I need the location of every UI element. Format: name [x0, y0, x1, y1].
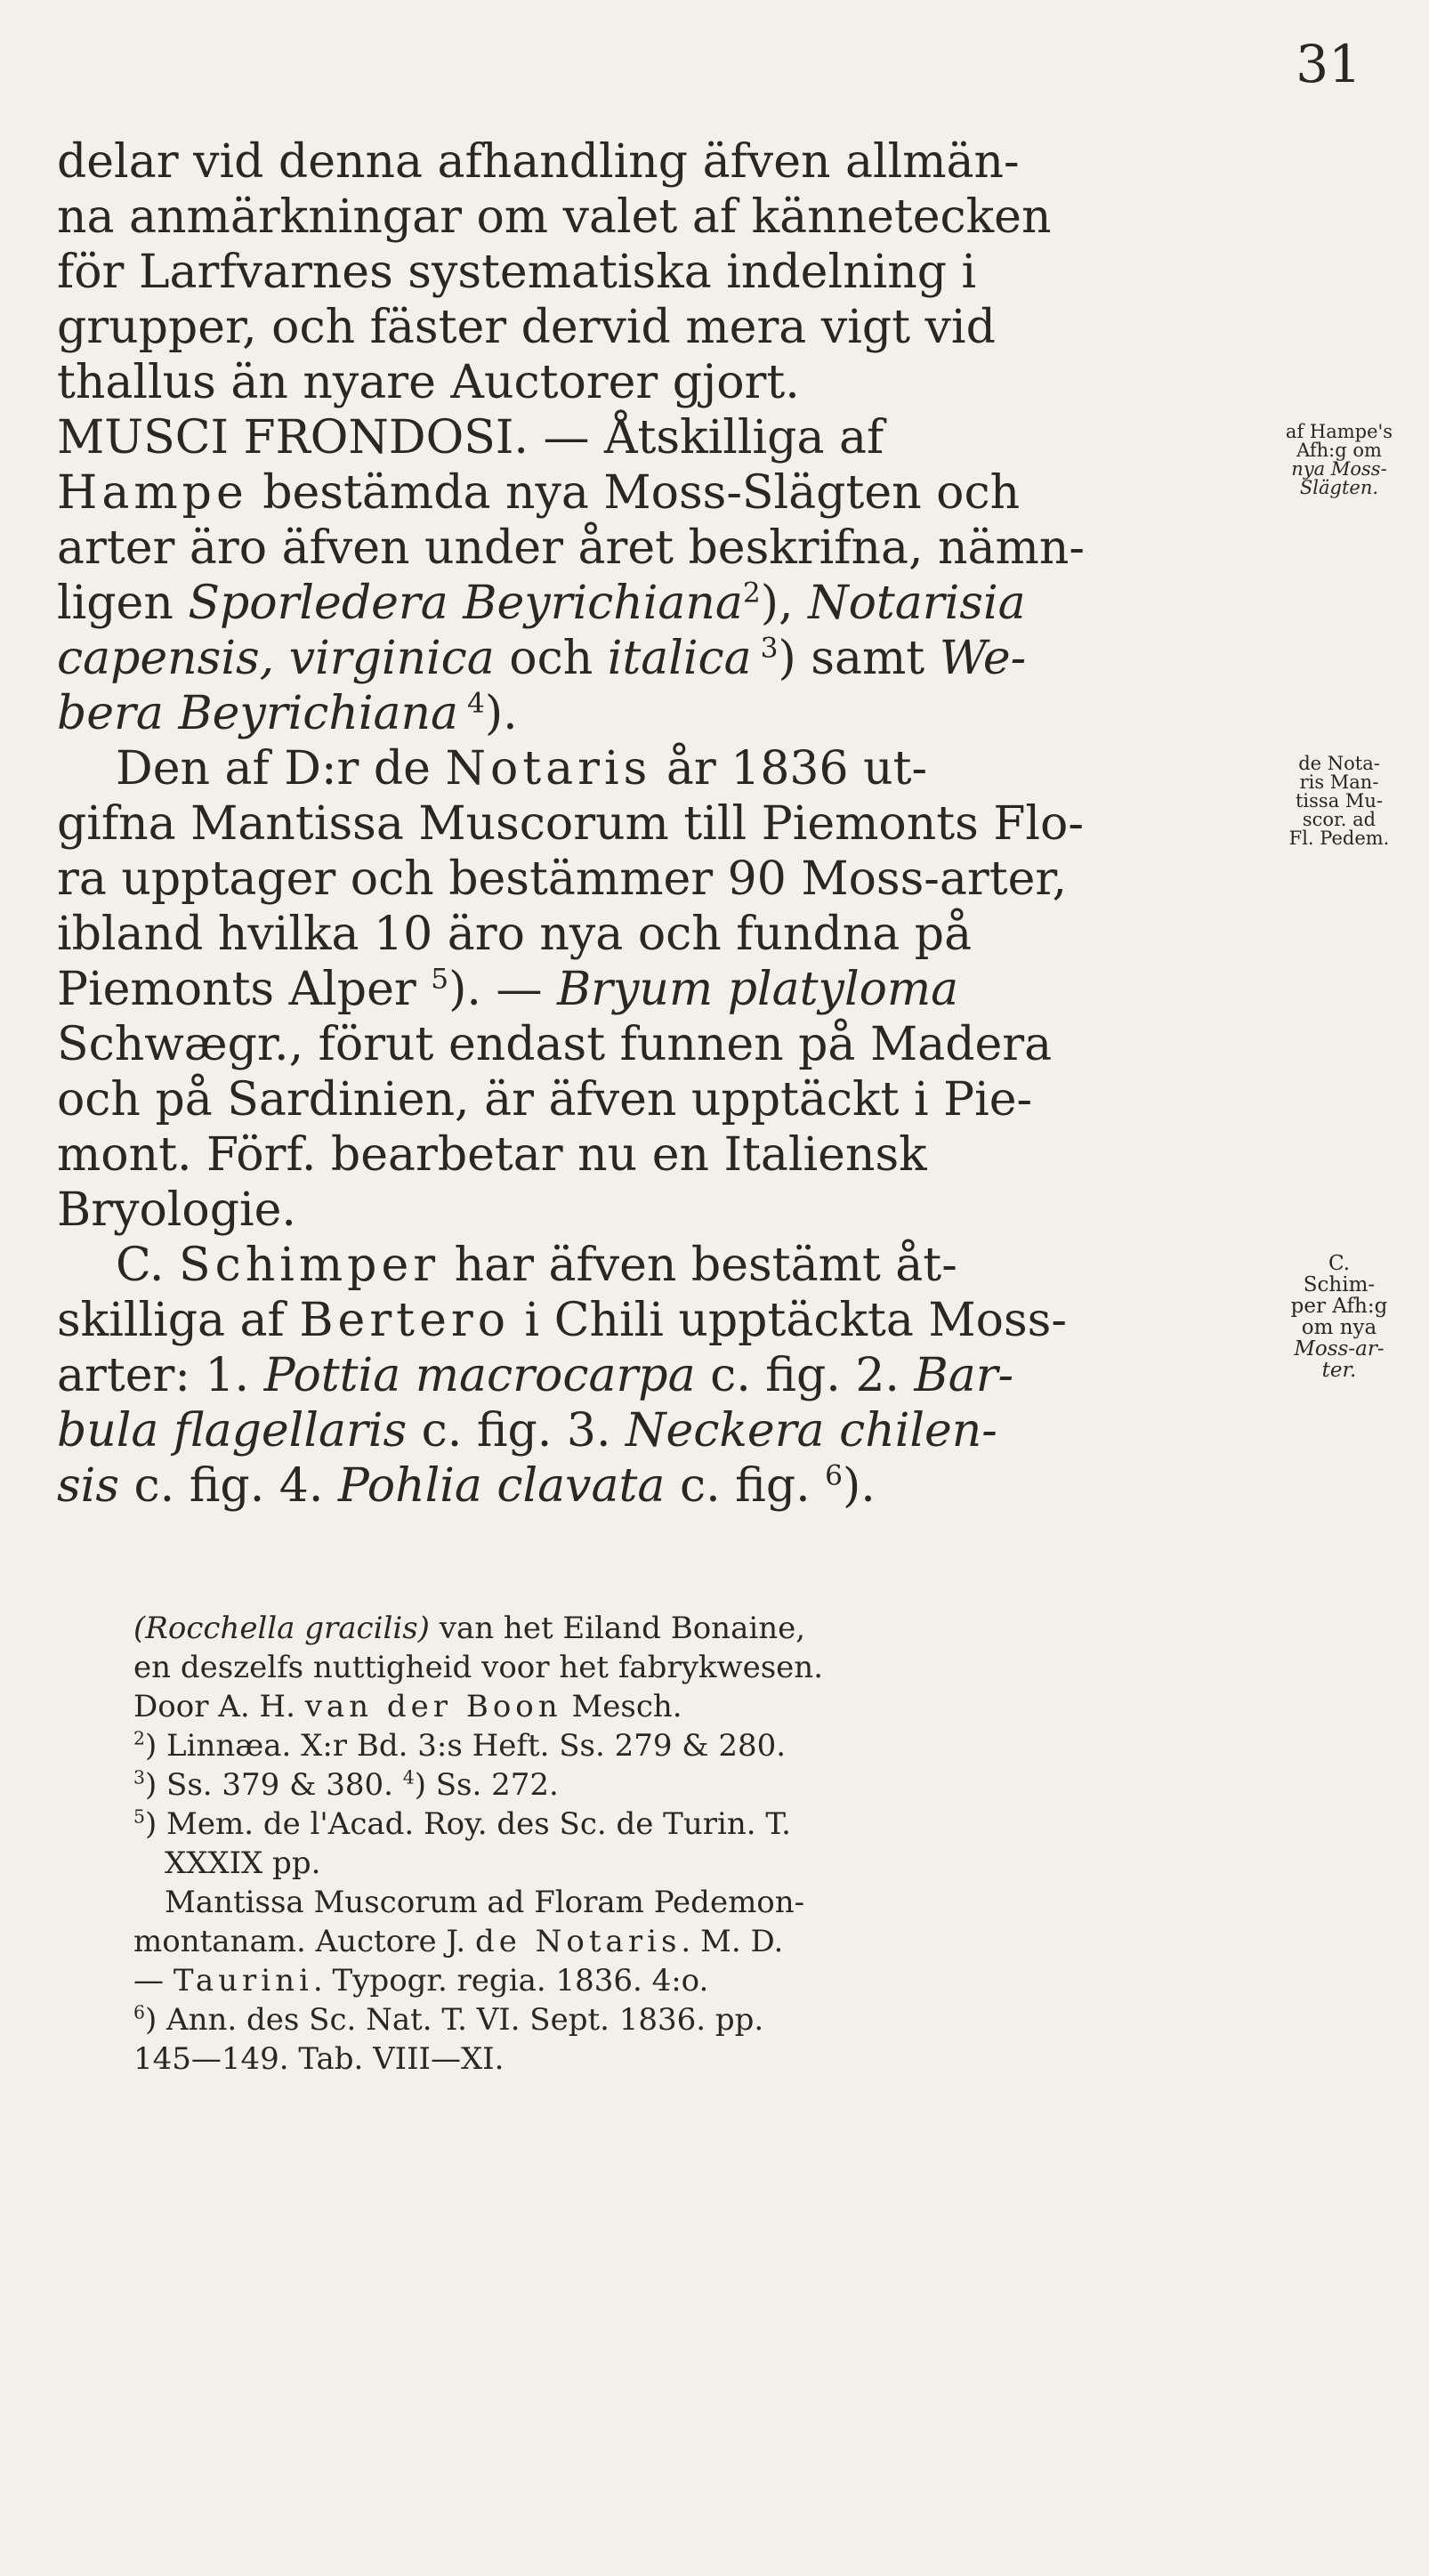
- text-line: ra upptager och bestämmer 90 Moss-arter,: [57, 852, 1068, 906]
- margin-note-hampe: af Hampe's Afh:g om nya Moss- Slägten.: [1285, 421, 1393, 498]
- text-line: och på Sardinien, är äfven upptäckt i Pie-: [57, 1073, 1033, 1126]
- text-line: ibland hvilka 10 äro nya och fundna på: [57, 908, 973, 961]
- text-line: Bryologie.: [57, 1183, 296, 1237]
- footnote-line: (Rocchella gracilis) van het Eiland Bonaine,: [133, 1611, 806, 1646]
- margin-note-schimper: C. Schim- per Afh:g om nya Moss-ar- ter.: [1290, 1252, 1388, 1382]
- text-line: Piemonts Alper $^5$). — Bryum platyloma: [57, 963, 959, 1016]
- text-line: bera Beyrichiana $^4$).: [57, 687, 518, 740]
- author-name: Hampe: [57, 466, 248, 520]
- text-line: arter äro äfven under året beskrifna, nämn-: [57, 521, 1085, 575]
- text-line: skilliga af Bertero i Chili upptäckta Moss-: [57, 1294, 1067, 1347]
- text-line: Schwægr., förut endast funnen på Madera: [57, 1018, 1053, 1071]
- text-line: Den af D:r de Notaris år 1836 ut-: [116, 742, 928, 795]
- text-line: sis c. fig. 4. Pohlia clavata c. fig. $^6$).: [57, 1459, 876, 1513]
- text-line: bula flagellaris c. fig. 3. Neckera chilen-: [57, 1404, 997, 1458]
- text-line: na anmärkningar om valet af kännetecken: [57, 190, 1052, 244]
- footnote-6: $^6$) Ann. des Sc. Nat. T. VI. Sept. 1836. pp.: [133, 2001, 764, 2038]
- footnote-line: 145—149. Tab. VIII—XI.: [133, 2041, 505, 2077]
- footnote-5: $^5$) Mem. de l'Acad. Roy. des Sc. de Turin. T.: [133, 1805, 791, 1842]
- text-line: thallus än nyare Auctorer gjort.: [57, 356, 800, 409]
- text-line: för Larfvarnes systematiska indelning i: [57, 246, 977, 299]
- section-heading-musci-frondosi: MUSCI FRONDOSI. — Åtskilliga af: [57, 411, 884, 464]
- margin-note-de-notaris: de Nota- ris Man- tissa Mu- scor. ad Fl. Pedem.: [1288, 753, 1390, 849]
- footnote-3-4: $^3$) Ss. 379 & 380. $^4$) Ss. 272.: [133, 1766, 559, 1803]
- text-line: grupper, och fäster dervid mera vigt vid: [57, 301, 996, 354]
- text-line: arter: 1. Pottia macrocarpa c. fig. 2. Bar-: [57, 1349, 1014, 1402]
- footnote-line: en deszelfs nuttigheid voor het fabrykwesen.: [133, 1650, 824, 1685]
- footnote-2: $^2$) Linnæa. X:r Bd. 3:s Heft. Ss. 279 & 280.: [133, 1727, 787, 1764]
- text-line: ligen Sporledera Beyrichiana$^2$), Notarisia: [57, 577, 1026, 630]
- text-line: C. Schimper har äfven bestämt åt-: [116, 1239, 957, 1292]
- text-line: delar vid denna afhandling äfven allmän-: [57, 135, 1020, 189]
- footnote-line: Door A. H. van der Boon Mesch.: [133, 1689, 682, 1724]
- footnote-line: XXXIX pp.: [165, 1845, 321, 1881]
- footnote-line: — Taurini. Typogr. regia. 1836. 4:o.: [133, 1963, 709, 1999]
- text-line: Hampe bestämda nya Moss-Slägten och: [57, 466, 1021, 520]
- text-line: mont. Förf. bearbetar nu en Italiensk: [57, 1128, 927, 1182]
- text-line: capensis, virginica och italica $^3$) samt We-: [57, 632, 1027, 685]
- page-number: 31: [1296, 34, 1361, 94]
- text-line: gifna Mantissa Muscorum till Piemonts Flo-: [57, 797, 1084, 851]
- footnote-line: Mantissa Muscorum ad Floram Pedemon-: [165, 1885, 805, 1920]
- footnote-line: montanam. Auctore J. de Notaris. M. D.: [133, 1924, 784, 1959]
